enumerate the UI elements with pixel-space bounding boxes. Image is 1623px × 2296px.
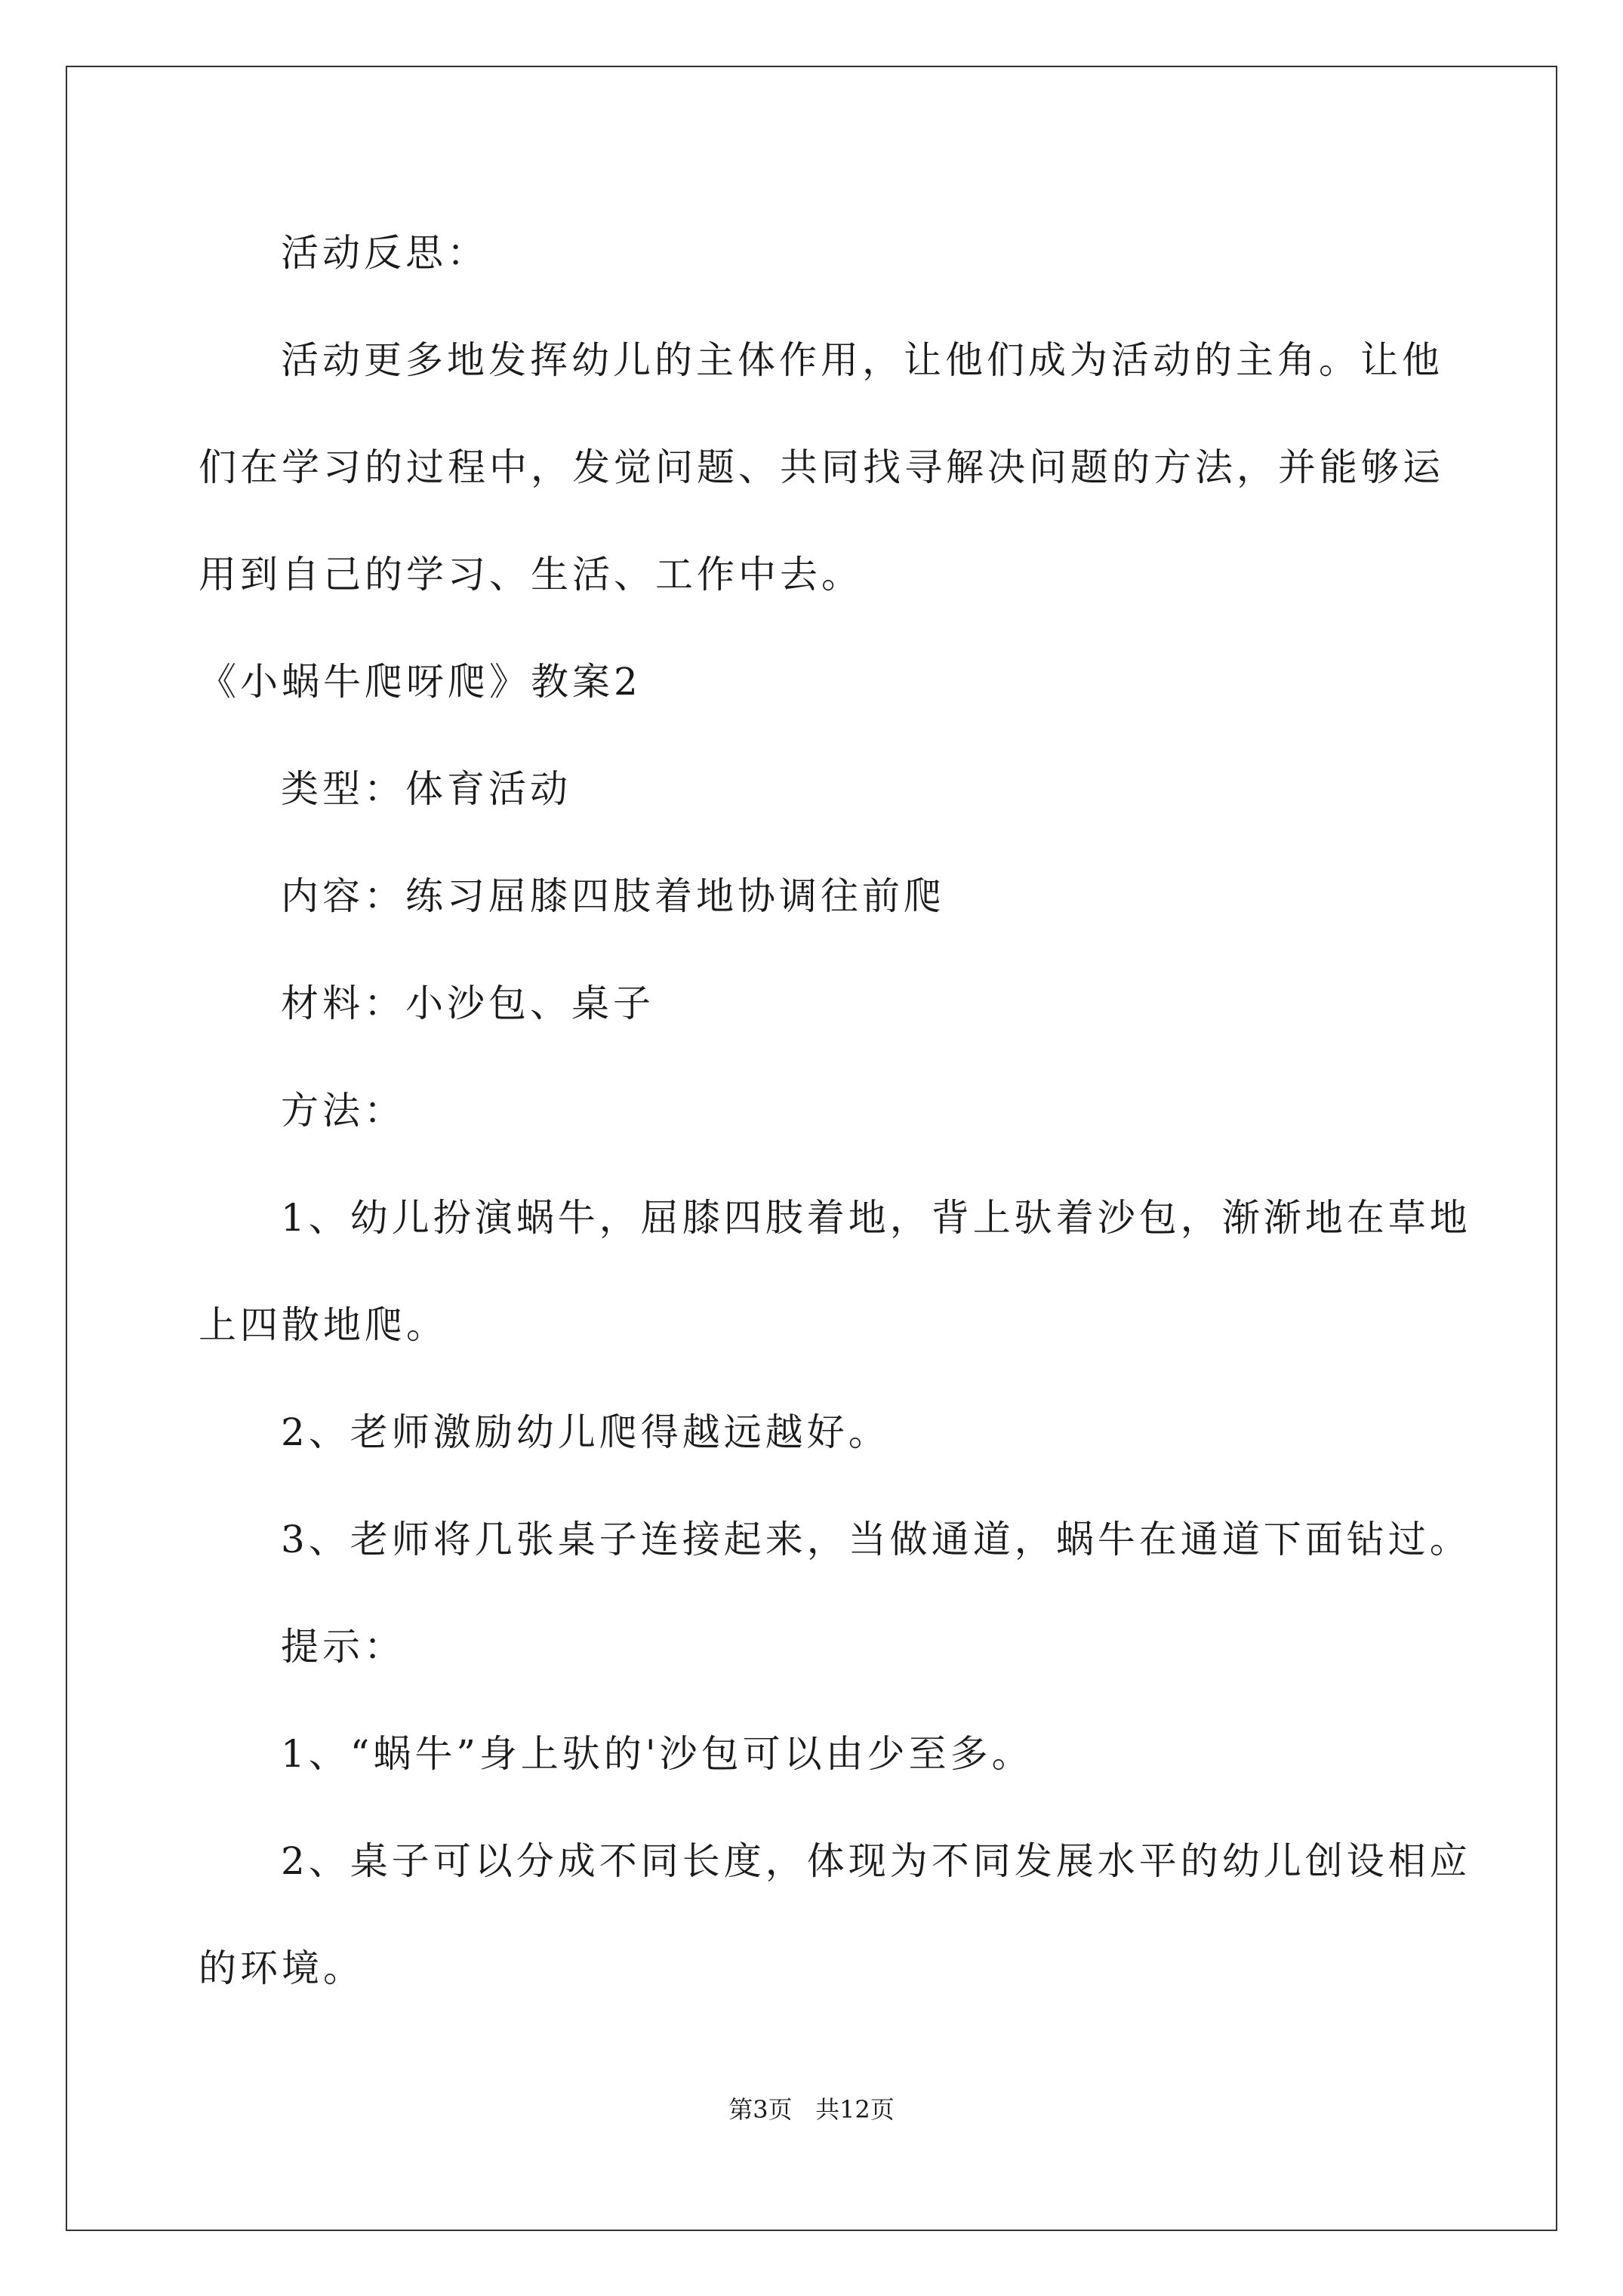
tip-2: 2、桌子可以分成不同长度，体现为不同发展水平的幼儿创设相应 xyxy=(281,1839,1471,1883)
section-heading-tips: 提示： xyxy=(281,1625,405,1669)
section-heading-reflection: 活动反思： xyxy=(281,231,488,275)
method-step-3: 3、老师将几张桌子连接起来，当做通道，蜗牛在通道下面钻过。 xyxy=(281,1518,1471,1561)
tip-2-continued: 的环境。 xyxy=(199,1946,365,1990)
method-step-2: 2、老师激励幼儿爬得越远越好。 xyxy=(281,1410,890,1454)
method-step-1-continued: 上四散地爬。 xyxy=(199,1303,448,1347)
paragraph-line: 活动更多地发挥幼儿的主体作用，让他们成为活动的主角。让他 xyxy=(281,338,1443,382)
paragraph-line: 们在学习的过程中，发觉问题、共同找寻解决问题的方法，并能够运 xyxy=(199,445,1444,489)
section-heading-method: 方法： xyxy=(281,1089,405,1133)
method-step-1: 1、幼儿扮演蜗牛，屈膝四肢着地，背上驮着沙包，渐渐地在草地 xyxy=(281,1196,1471,1240)
activity-content: 内容：练习屈膝四肢着地协调往前爬 xyxy=(281,874,945,918)
page-border xyxy=(66,66,1557,2231)
paragraph-line: 用到自己的学习、生活、工作中去。 xyxy=(199,553,863,596)
activity-type: 类型：体育活动 xyxy=(281,767,571,811)
lesson-plan-title: 《小蜗牛爬呀爬》教案2 xyxy=(199,660,642,704)
page-number-footer: 第3页 共12页 xyxy=(728,2095,895,2124)
tip-1: 1、“蜗牛”身上驮的'沙包可以由少至多。 xyxy=(281,1732,1033,1776)
activity-materials: 材料：小沙包、桌子 xyxy=(281,982,654,1025)
